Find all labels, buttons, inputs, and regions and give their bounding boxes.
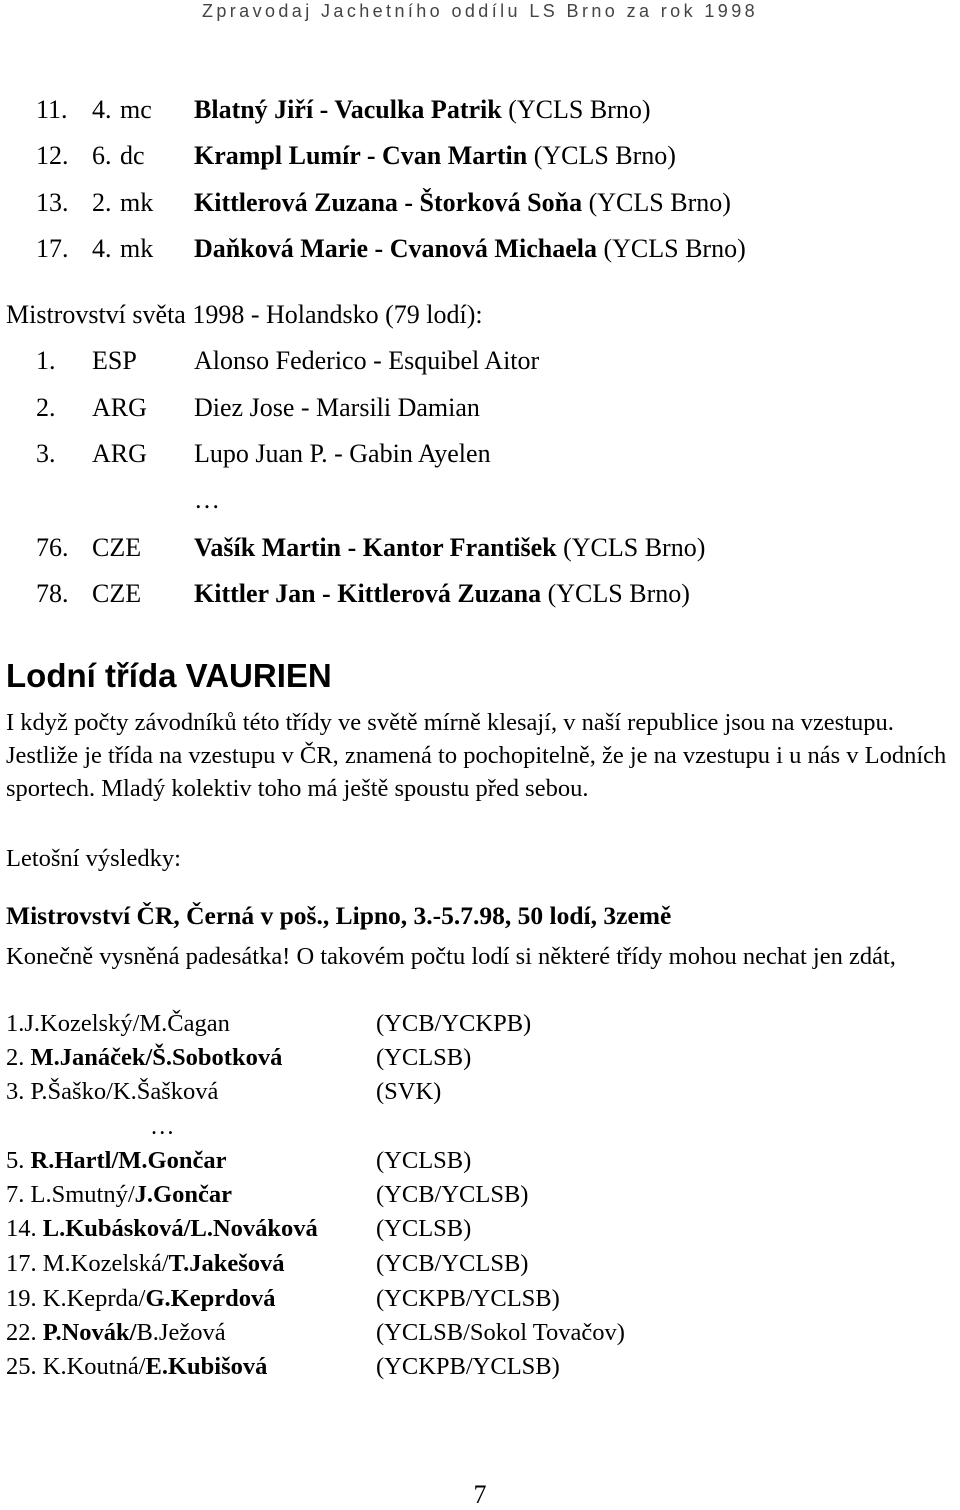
world-championship-title: Mistrovství světa 1998 - Holandsko (79 lodí): [6, 300, 483, 329]
club: (YCLS Brno) [563, 533, 706, 562]
result-row [6, 1284, 560, 1314]
result-row [6, 1180, 529, 1210]
crew-names: Blatný Jiří - Vaculka Patrik [194, 95, 502, 124]
club: (SVK) [376, 1078, 442, 1105]
nation: CZE [92, 533, 142, 562]
section-heading: Lodní třída VAURIEN [6, 657, 332, 694]
rank: 19. [6, 1285, 37, 1312]
crew-b: J.Gončar [134, 1181, 232, 1208]
crew-a: K.Keprda/ [42, 1285, 146, 1312]
crew-b: E.Kubišová [145, 1353, 268, 1380]
result-row [6, 1009, 532, 1039]
rank: 17. [36, 234, 69, 263]
result-row [6, 1146, 472, 1176]
result-row [6, 1352, 560, 1382]
rank: 1. [6, 1010, 25, 1037]
club: (YCB/YCLSB) [376, 1250, 529, 1277]
crew-names: Diez Jose - Marsili Damian [194, 393, 480, 422]
crew-a: P.Šaško/K.Šašková [30, 1078, 219, 1105]
crew-a: P.Novák/ [42, 1319, 137, 1346]
rank: 3. [6, 1078, 25, 1105]
club: (YCLS Brno) [533, 141, 676, 170]
rank: 2. [36, 393, 56, 422]
nation: CZE [92, 579, 142, 608]
rank: 13. [36, 188, 69, 217]
boat-category: mk [120, 188, 154, 217]
club: (YCLS Brno) [508, 95, 651, 124]
ellipsis: … [194, 485, 220, 514]
sail-number: 6. [92, 141, 112, 170]
boat-category: mc [120, 95, 152, 124]
crew-a: L.Smutný/ [30, 1181, 135, 1208]
rank: 7. [6, 1181, 25, 1208]
sail-number: 4. [92, 95, 112, 124]
rank: 2. [6, 1044, 25, 1071]
section-paragraph: I když počty závodníků této třídy ve světě mírně klesají, v naší republice jsou na vzestupu. Jestliže je třída na vzestupu v ČR, znamená to pochopitelně, že je na vzestupu i u nás v Lodních sportech. Mladý kolektiv toho má ještě spoustu před sebou. [6, 709, 947, 802]
club: (YCLS Brno) [603, 234, 746, 263]
rank: 11. [36, 95, 68, 124]
crew-b: B.Ježová [136, 1319, 226, 1346]
crew-names: Vašík Martin - Kantor František [194, 533, 557, 562]
rank: 12. [36, 141, 69, 170]
boat-category: mk [120, 234, 154, 263]
running-header: Zpravodaj Jachetního oddílu LS Brno za rok 1998 [201, 1, 759, 21]
rank: 17. [6, 1250, 37, 1277]
crew-a: J.Kozelský/M.Čagan [24, 1010, 230, 1037]
club: (YCLSB/Sokol Tovačov) [376, 1319, 625, 1346]
results-ellipsis: … [150, 1113, 175, 1140]
nation: ARG [92, 439, 147, 468]
rank: 22. [6, 1319, 37, 1346]
club: (YCB/YCKPB) [376, 1010, 532, 1037]
rank: 1. [36, 346, 56, 375]
results-label: Letošní výsledky: [6, 845, 181, 872]
sail-number: 4. [92, 234, 112, 263]
crew-names: Alonso Federico - Esquibel Aitor [194, 346, 540, 375]
club: (YCLSB) [376, 1044, 472, 1071]
crew-names: Kittler Jan - Kittlerová Zuzana [194, 579, 542, 608]
result-row [6, 1043, 472, 1073]
result-row [6, 1214, 472, 1244]
result-row [6, 1249, 529, 1279]
rank: 76. [36, 533, 69, 562]
nation: ESP [92, 346, 137, 375]
rank: 78. [36, 579, 69, 608]
result-row [6, 1318, 625, 1348]
crew-b: T.Jakešová [168, 1250, 285, 1277]
rank: 25. [6, 1353, 37, 1380]
crew-b: G.Keprdová [145, 1285, 276, 1312]
club: (YCLS Brno) [588, 188, 731, 217]
crew-names: Lupo Juan P. - Gabin Ayelen [194, 439, 491, 468]
club: (YCLS Brno) [547, 579, 690, 608]
crew-a: L.Kubásková/L.Nováková [42, 1215, 318, 1242]
club: (YCB/YCLSB) [376, 1181, 529, 1208]
event-note: Konečně vysněná padesátka! O takovém počtu lodí si některé třídy mohou nechat jen zdát, [6, 943, 896, 970]
boat-category: dc [120, 141, 145, 170]
page-number: 7 [473, 1480, 487, 1509]
rank: 5. [6, 1147, 25, 1174]
crew-a: R.Hartl/M.Gončar [30, 1147, 227, 1174]
sail-number: 2. [92, 188, 112, 217]
crew-a: K.Koutná/ [42, 1353, 146, 1380]
crew-a: M.Kozelská/ [42, 1250, 169, 1277]
crew-a: M.Janáček/Š.Sobotková [30, 1044, 283, 1071]
rank: 3. [36, 439, 56, 468]
club: (YCKPB/YCLSB) [376, 1285, 560, 1312]
crew-names: Krampl Lumír - Cvan Martin [194, 141, 528, 170]
crew-names: Daňková Marie - Cvanová Michaela [194, 234, 597, 263]
event-title: Mistrovství ČR, Černá v poš., Lipno, 3.-5.7.98, 50 lodí, 3země [6, 901, 672, 930]
rank: 14. [6, 1215, 37, 1242]
club: (YCLSB) [376, 1147, 472, 1174]
crew-names: Kittlerová Zuzana - Štorková Soňa [194, 188, 583, 217]
result-row [6, 1077, 442, 1107]
nation: ARG [92, 393, 147, 422]
club: (YCKPB/YCLSB) [376, 1353, 560, 1380]
club: (YCLSB) [376, 1215, 472, 1242]
